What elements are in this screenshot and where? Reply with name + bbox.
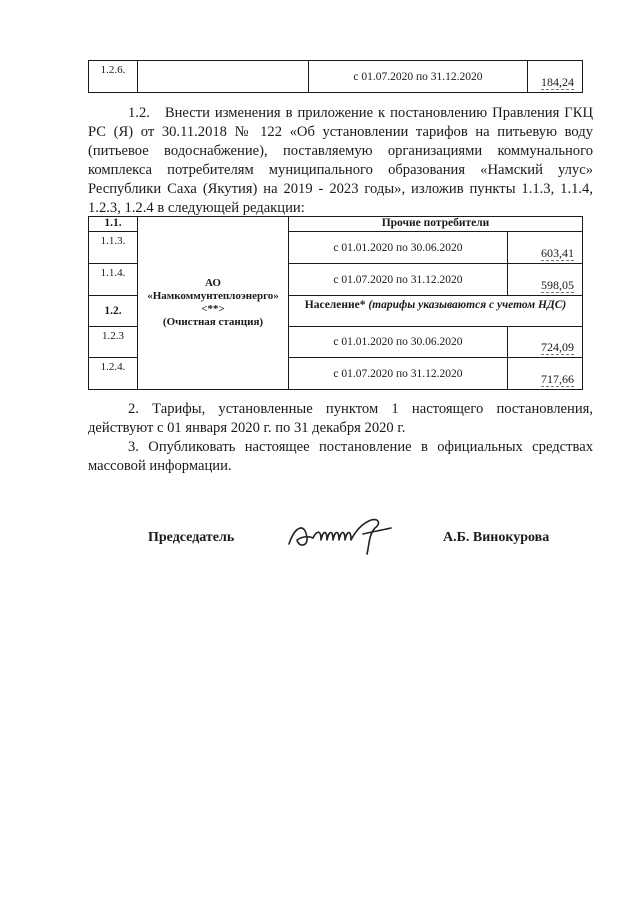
tariff-table-continued: [88, 60, 583, 93]
section-header-row: [89, 217, 583, 232]
handwritten-signature: [285, 512, 395, 557]
org-line: «Намкоммунтеплоэнерго»: [147, 290, 279, 302]
section-number: 1.1.: [89, 217, 138, 232]
tariff-value: [508, 264, 583, 296]
tariff-table: [88, 216, 583, 390]
section-title-note: (тарифы указываются с учетом НДС): [368, 299, 567, 311]
period-cell: с 01.07.2020 по 31.12.2020: [289, 358, 508, 390]
paragraph-1-2: [88, 104, 593, 218]
tariff-value: [508, 327, 583, 358]
row-number: 1.1.3.: [89, 232, 138, 264]
period-cell: с 01.07.2020 по 31.12.2020: [309, 61, 528, 93]
row-number: 1.1.4.: [89, 264, 138, 296]
signatory-title: Председатель: [148, 530, 235, 545]
row-number: 1.2.3: [89, 327, 138, 358]
tariff-value: [528, 61, 583, 93]
section-title-main: Население*: [304, 299, 366, 311]
paragraph-2: [88, 400, 593, 438]
row-number: 1.2.6.: [89, 61, 138, 93]
org-cell-empty: [138, 61, 309, 93]
tariff-value: [508, 232, 583, 264]
signatory-name: А.Б. Винокурова: [443, 530, 550, 545]
paragraph-3: [88, 438, 593, 476]
tariff-value-text: 598,05: [541, 278, 574, 292]
section-number: 1.2.: [89, 296, 138, 327]
section-title: [289, 296, 583, 327]
tariff-value-text: 184,24: [541, 75, 574, 89]
organization-cell: [138, 217, 289, 390]
tariff-value-text: 724,09: [541, 340, 574, 354]
tariff-value: [508, 358, 583, 390]
period-cell: с 01.01.2020 по 30.06.2020: [289, 232, 508, 264]
row-number: 1.2.4.: [89, 358, 138, 390]
paragraph-text: 2. Тарифы, установленные пунктом 1 настоящего постановления, действуют с 01 января 2020 г. по 31 декабря 2020 г.: [88, 401, 593, 436]
tariff-value-text: 717,66: [541, 372, 574, 386]
org-line: <**>: [201, 303, 225, 315]
tariff-value-text: 603,41: [541, 246, 574, 260]
org-line: АО: [205, 277, 221, 289]
paragraph-text: 3. Опубликовать настоящее постановление в официальных средствах массовой информации.: [88, 439, 593, 474]
paragraph-text: Внести изменения в приложение к постановлению Правления ГКЦ РС (Я) от 30.11.2018 № 122 «Об установлении тарифов на питьевую воду (питьевое водоснабжение), поставляемую организациями коммунального комплекса потребителям муниципального образования «Намский улус» Республики Саха (Якутия) на 2019 - 2023 годы», изложив пункты 1.1.3, 1.1.4, 1.2.3, 1.2.4 в следующей редакции:: [88, 105, 593, 216]
period-cell: с 01.01.2020 по 30.06.2020: [289, 327, 508, 358]
table-row: [89, 61, 583, 93]
paragraph-lead: 1.2.: [128, 105, 150, 121]
section-title: Прочие потребители: [289, 217, 583, 232]
org-line: (Очистная станция): [162, 316, 264, 328]
period-cell: с 01.07.2020 по 31.12.2020: [289, 264, 508, 296]
